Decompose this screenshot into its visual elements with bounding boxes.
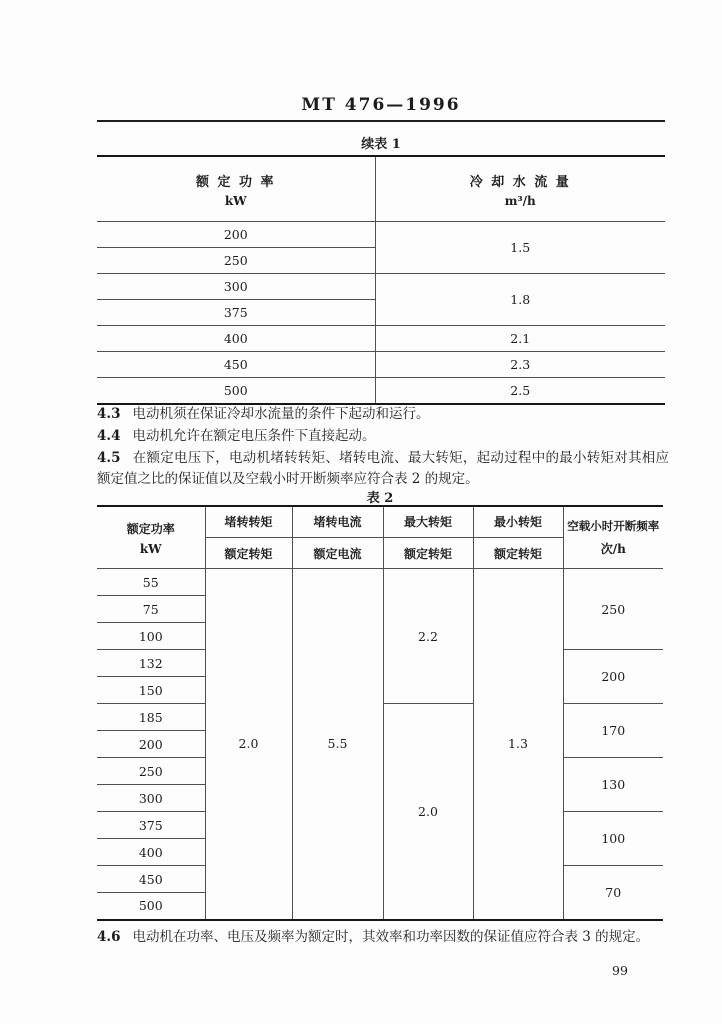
fraction-numerator: 最大转矩 xyxy=(384,507,473,538)
fraction-numerator: 堵转电流 xyxy=(293,507,383,538)
table2-freq-value: 130 xyxy=(563,758,663,812)
table1-header-rated-power xyxy=(97,156,375,222)
table-row xyxy=(97,274,665,300)
table2-max-torque-value: 2.0 xyxy=(383,704,473,920)
table2-header-freq-label: 空载小时开断频率 xyxy=(567,519,660,533)
table1-header-flow-unit: m³/h xyxy=(504,193,536,208)
table2-min-torque-value: 1.3 xyxy=(473,569,563,920)
table2-kw-cell: 375 xyxy=(97,812,205,839)
table2-header-locked-current-ratio xyxy=(292,506,383,569)
table-row xyxy=(97,326,665,352)
clause-4-4 xyxy=(97,426,669,447)
table1-flow-cell: 2.5 xyxy=(510,383,531,398)
table2-kw-cell: 450 xyxy=(97,866,205,893)
table-row xyxy=(97,378,665,405)
clause-text: 在额定电压下，电动机堵转转矩、堵转电流、最大转矩，起动过程中的最小转矩对其相应额定值之比的保证值以及空载小时开断频率应符合表 2 的规定。 xyxy=(97,450,669,487)
table2-header-locked-torque-ratio xyxy=(205,506,292,569)
clause-text: 电动机允许在额定电压条件下直接起动。 xyxy=(132,428,376,444)
table1-caption: 续表 1 xyxy=(361,137,401,152)
clause-number: 4.5 xyxy=(97,450,121,466)
table2-freq-value: 70 xyxy=(605,884,622,900)
table2-kw-cell: 400 xyxy=(97,839,205,866)
clause-4-5 xyxy=(97,448,669,490)
table2-starting-characteristics xyxy=(97,505,663,921)
fraction-numerator: 最小转矩 xyxy=(474,507,563,538)
table-row xyxy=(97,506,663,569)
table2-header-power-unit: kW xyxy=(139,542,162,556)
table2-locked-torque-value: 2.0 xyxy=(205,569,292,920)
table2-freq-value: 100 xyxy=(563,812,663,866)
fraction-denominator: 额定转矩 xyxy=(403,547,452,561)
table2-freq-value: 200 xyxy=(563,650,663,704)
table-row xyxy=(97,222,665,248)
header-rule xyxy=(97,120,665,122)
table1-header-cooling-flow xyxy=(375,156,665,222)
table1-kw-cell: 500 xyxy=(97,378,375,405)
table1-kw-cell: 400 xyxy=(97,326,375,352)
table1-flow-cell: 1.5 xyxy=(375,222,665,274)
table1-kw-cell: 375 xyxy=(97,300,375,326)
table1-flow-cell: 2.3 xyxy=(375,352,665,378)
table1-kw-cell: 450 xyxy=(97,352,375,378)
table2-locked-current-value: 5.5 xyxy=(292,569,383,920)
table1-header-power-label: 额 定 功 率 xyxy=(195,174,276,190)
table2-kw-cell: 500 xyxy=(97,893,205,920)
fraction-numerator: 堵转转矩 xyxy=(206,507,292,538)
clause-number: 4.4 xyxy=(97,428,121,444)
table2-freq-value: 170 xyxy=(563,704,663,758)
table1-header-flow-label: 冷 却 水 流 量 xyxy=(469,174,571,190)
table-row xyxy=(97,352,665,378)
table2-caption: 表 2 xyxy=(366,491,394,506)
table1-kw-cell: 300 xyxy=(97,274,375,300)
table2-header-rated-power xyxy=(97,506,205,569)
table1-kw-cell: 200 xyxy=(97,222,375,248)
table2-kw-cell: 200 xyxy=(97,731,205,758)
table2-kw-cell: 300 xyxy=(97,785,205,812)
clause-text: 电动机须在保证冷却水流量的条件下起动和运行。 xyxy=(132,406,430,422)
table2-header-min-torque-ratio xyxy=(473,506,563,569)
table2-freq-value: 250 xyxy=(563,569,663,650)
clause-4-3 xyxy=(97,404,669,425)
table2-kw-cell: 185 xyxy=(97,704,205,731)
standard-number: MT 476—1996 xyxy=(301,95,461,115)
table1-flow-cell: 1.8 xyxy=(375,274,665,326)
table1-header-power-unit: kW xyxy=(224,193,247,208)
table2-kw-cell: 55 xyxy=(97,569,205,596)
table2-header-freq-unit: 次/h xyxy=(600,542,626,556)
table2-kw-cell: 250 xyxy=(97,758,205,785)
table2-kw-cell: 150 xyxy=(97,677,205,704)
clause-number: 4.6 xyxy=(97,929,121,945)
table2-header-switching-frequency xyxy=(563,506,663,569)
clause-text: 电动机在功率、电压及频率为额定时，其效率和功率因数的保证值应符合表 3 的规定。 xyxy=(132,929,650,945)
clause-paragraphs xyxy=(97,404,669,491)
table1-kw-cell: 250 xyxy=(97,248,375,274)
fraction-denominator: 额定转矩 xyxy=(224,547,273,561)
clause-4-6 xyxy=(97,927,677,948)
page-number: 99 xyxy=(612,963,628,978)
table-row xyxy=(97,569,663,596)
fraction-denominator: 额定电流 xyxy=(313,547,362,561)
table2-header-max-torque-ratio xyxy=(383,506,473,569)
table2-kw-cell: 75 xyxy=(97,596,205,623)
table2-kw-cell: 100 xyxy=(97,623,205,650)
table2-header-power-label: 额定功率 xyxy=(126,522,175,536)
table2-kw-cell: 132 xyxy=(97,650,205,677)
fraction-denominator: 额定转矩 xyxy=(493,547,542,561)
table2-max-torque-value: 2.2 xyxy=(383,569,473,704)
table1-cooling-water-flow xyxy=(97,155,665,405)
clause-number: 4.3 xyxy=(97,406,121,422)
table1-flow-cell: 2.1 xyxy=(375,326,665,352)
